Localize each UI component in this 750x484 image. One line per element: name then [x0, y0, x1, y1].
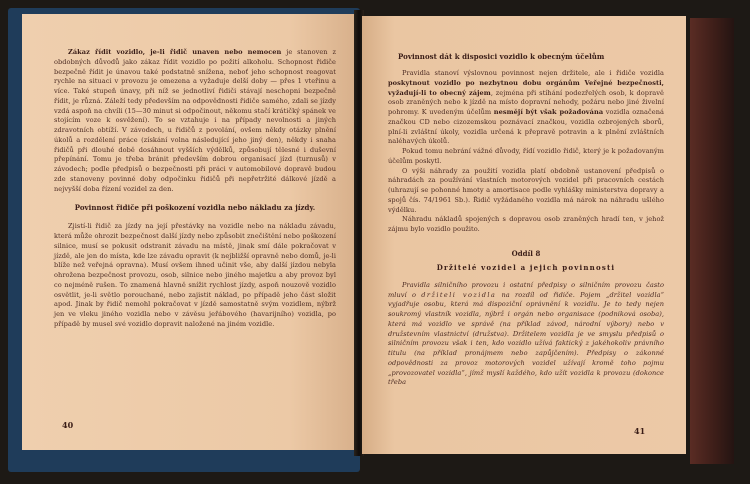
right-paragraph-5	[388, 281, 664, 388]
section-number: Oddíl 8	[511, 248, 541, 258]
left-section-heading: Povinnost řidiče při poškození vozidla nebo nákladu za jízdy.	[74, 203, 316, 213]
right-paragraph-2: Pokud tomu nebrání vážné důvody, řídí vozidlo řidič, který je k požadovaným účelům poskytl.	[388, 147, 664, 165]
right-paragraph-5-a: Pravidla silničního provozu i ostatní předpisy o silničním provozu často mluví o	[388, 280, 664, 299]
left-paragraph-2: Zjistí-li řidič za jízdy na její přestávky na vozidle nebo na nákladu závadu, která může ohrozit bezpečnost další jízdy nebo způsobit znečištění nebo poškození silnice, musí se pokusit odstranit závadu na místě, jinak smí dále pokračovat v jízdě, ale jen do místa, kde lze závadu opravit (k nejbližší opravně nebo domů, je-li blíže než veřejná opravna). Musí ovšem ihned učinit vše, aby další jízdou nebyla ohrožena bezpečnost provozu, osob, silnice nebo jiného majetku a aby provoz byl co nejméně rušen. To znamená hlavně snížit rychlost jízdy, aspoň nouzově vozidlo osvětlit, je-li světlo porouchané, nebo zajistit náklad, po případě jeho část složit apod. Jinak by řidič nemohl pokračovat v jízdě samostatně svým vozidlem, nýbrž jen ve vleku jiného vozidla nebo v závěsu jeřábového (havarijního) vozidla, po případě by musel své vozidlo dopravit naložené na jiném vozidle.	[54, 222, 336, 328]
right-paragraph-1-a: Pravidla stanoví výslovnou povinnost nejen držitele, ale i řidiče vozidla	[402, 69, 664, 77]
right-paragraph-1-c: , zejména při stíhání podezřelých osob, k dopravě osob zraněných nebo k jízdě na místo dopravní nehody, požáru nebo jiné živelní pohromy. K uvedeným účelům	[388, 88, 664, 116]
left-page-text	[54, 48, 336, 330]
left-page-number: 40	[62, 420, 74, 430]
right-paragraph-4: Náhradu nákladů spojených s dopravou osob zraněných hradí ten, v jehož zájmu bylo vozidlo použito.	[388, 215, 664, 233]
right-page-number: 41	[634, 426, 646, 436]
book-cover-right	[690, 18, 734, 464]
right-paragraph-1-d: nesmějí být však požadována	[493, 108, 604, 116]
right-paragraph-1-b: poskytnout vozidlo po nezbytnou dobu orgánům Veřejné bezpečnosti, vyžadují-li to obecný zájem	[388, 78, 664, 97]
right-paragraph-1-e: vozidla označená značkou CD nebo cizozemskou poznávací značkou, vozidla ozbrojených sborů, plní-li zvláštní úkoly, vozidla určená k přepravě potravin a k plnění zvláštních naléhavých úkolů.	[388, 108, 664, 146]
right-page-text	[388, 52, 664, 388]
right-paragraph-5-b: držiteli vozidla	[421, 290, 497, 299]
left-paragraph-1-body: je stanoven z obdobných důvodů jako zákaz řídit vozidlo po požití alkoholu. Schopnost řidiče bezpečně řídit je únavou také podstatně snížena, neboť jeho schopnost reagovat rychle na situaci v provozu je omezena a vyžaduje delší doby — přes 1 vteřinu a více. Také stupeň únavy, při níž se jednotliví řidiči stávají neschopni bezpečně řídit, je různá. Záleží tedy především na odpovědnosti řidiče samého, zdali se jízdy vzdá aspoň na chvíli (15—30 minut si odpočinout, někomu stačí krátičký spánek ve stojícím voze k osvěžení). To se vztahuje i na případy nevolnosti a jiných zdravotních obtíží. V závodech, u řidičů z povolání, ovšem někdy otázky plnění úkolů a rozdělení práce (získání volna následující jeho jiný den), někdy i snaha řidičů při dlouhé době dosáhnout vyšších výdělků, způsobují tělesné i duševní přepínání. Tomu je třeba bránit především dobrou organisací jízd (turnusů) v závodech; podle předpisů o bezpečnosti při práci v automobilové dopravě budou zde stanoveny povinné doby odpočinku řidičů při nepřetržité dálkové jízdě a nejvyšší doba řízení vozidel za den.	[54, 48, 337, 193]
right-heading-1: Povinnost dát k disposici vozidlo k obecným účelům	[398, 52, 605, 61]
right-paragraph-5-c: na rozdíl od řidiče. Pojem „držitel vozidla“ vyjadřuje osobu, která má dispoziční oprávnění k vozidlu. Je to tedy nejen soukromý vlastník vozidla, nýbrž i orgán nebo organisace (podniková osoba), která má vozidlo ve správě (na příklad závod, národní výbory) nebo v družstevním vlastnictví (družstva). Držitelem vozidla je ve smyslu předpisů o silničním provozu však i ten, kdo vozidlo užívá faktický z jakéhokoliv právního titulu (na příklad pronájmem nebo zapůjčením). Předpisy o zákonné odpovědnosti za provoz motorových vozidel užívají kromě toho pojmu „provozovatel vozidla“, jímž myslí každého, kdo užít vozidla k provozu (dokonce třeba	[388, 290, 665, 387]
right-paragraph-3: O výši náhrady za použití vozidla platí obdobně ustanovení předpisů o náhradách za používání vlastních motorových vozidel při pracovních cestách (uhrazují se pohonné hmoty a amortisace podle vyhlášky ministerstva dopravy a spojů čís. 74/1961 Sb.). Řidič vyžádaného vozidla má nárok na náhradu ušlého výdělku.	[388, 166, 664, 214]
left-page	[22, 14, 356, 450]
left-paragraph-1-lead: Zákaz řídit vozidlo, je-li řidič unaven nebo nemocen	[68, 48, 282, 56]
right-heading-2: Držitelé vozidel a jejich povinnosti	[436, 262, 616, 272]
right-page	[362, 16, 686, 454]
left-paragraph-1	[54, 48, 336, 194]
right-paragraph-1	[388, 69, 664, 147]
